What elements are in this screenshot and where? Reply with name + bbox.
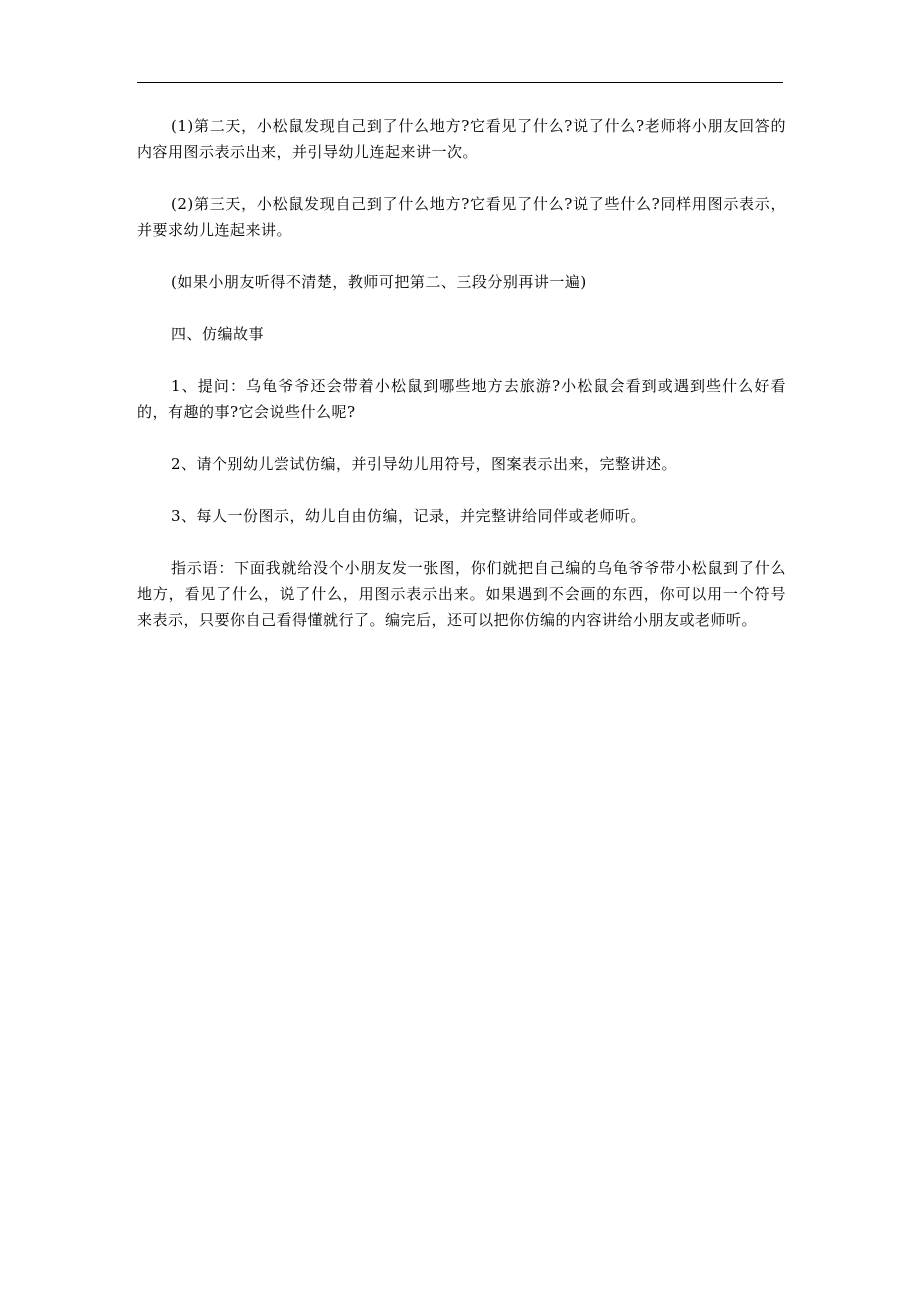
paragraph-step-1: 1、提问：乌龟爷爷还会带着小松鼠到哪些地方去旅游?小松鼠会看到或遇到些什么好看的，有趣的事?它会说些什么呢? [137,377,786,421]
paragraph-day-two: (1)第二天，小松鼠发现自己到了什么地方?它看见了什么?说了什么?老师将小朋友回答的内容用图示表示出来，并引导幼儿连起来讲一次。 [137,117,786,161]
paragraph-instructions: 指示语：下面我就给没个小朋友发一张图，你们就把自己编的乌龟爷爷带小松鼠到了什么地方，看见了什么，说了什么，用图示表示出来。如果遇到不会画的东西，你可以用一个符号来表示，只要你自己看得懂就行了。编完后，还可以把你仿编的内容讲给小朋友或老师听。 [137,559,786,629]
document-body [137,113,786,633]
paragraph-day-three: (2)第三天，小松鼠发现自己到了什么地方?它看见了什么?说了些什么?同样用图示表示，并要求幼儿连起来讲。 [137,195,786,239]
paragraph-step-2: 2、请个别幼儿尝试仿编，并引导幼儿用符号，图案表示出来，完整讲述。 [171,455,678,473]
paragraph-note: (如果小朋友听得不清楚，教师可把第二、三段分别再讲一遍) [171,273,587,291]
paragraph-step-3: 3、每人一份图示，幼儿自由仿编，记录，并完整讲给同伴或老师听。 [171,507,647,525]
header-rule [137,82,783,83]
section-heading: 四、仿编故事 [171,325,265,343]
